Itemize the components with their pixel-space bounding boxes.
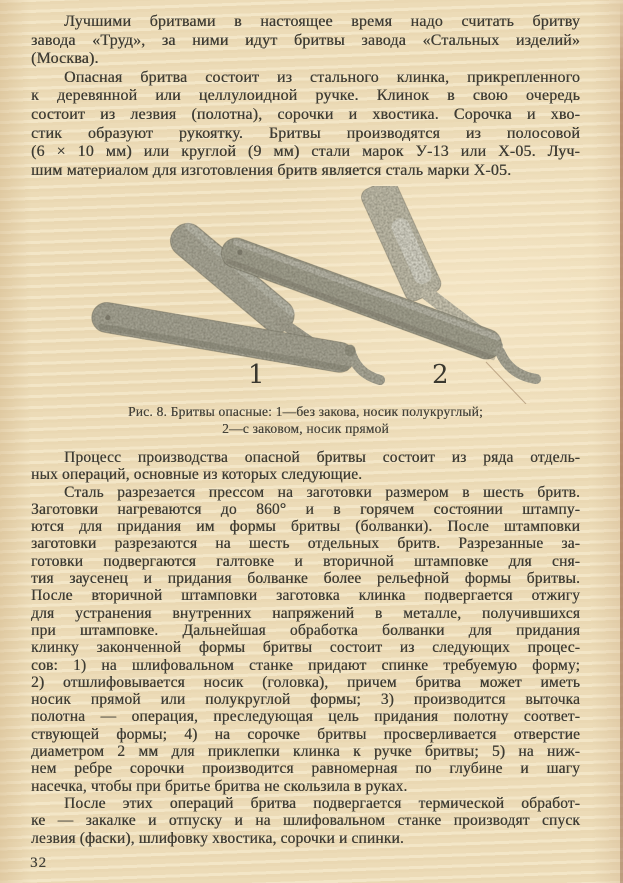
- text-line: полотна — операция, преследующая цель придания полотну соответ-: [31, 708, 580, 726]
- text-line: клинку законченной формы бритвы состоит из следующих процес-: [31, 639, 580, 657]
- text-line: диаметром 2 мм для приклепки клинка к ручке бритвы; 5) на ниж-: [31, 743, 580, 761]
- text-line: (Москва).: [31, 50, 99, 68]
- text-line: ются для придания им формы бритвы (болванки). После штамповки: [31, 518, 580, 536]
- paragraph-razor-construction: [31, 69, 580, 181]
- razor-1-number-label: 1: [248, 360, 265, 390]
- paragraph-manufacturing-steps: [31, 484, 580, 795]
- text-line: Лучшими бритвами в настоящее время надо считать бритву: [64, 13, 580, 30]
- text-line: состоит из лезвия (полотна), сорочки и хвостика. Сорочка и хво-: [31, 105, 580, 123]
- lower-text-block: [31, 449, 580, 847]
- text-line: (6 × 10 мм) или круглой (9 мм) стали марок У-13 или Х-05. Луч-: [31, 143, 580, 161]
- text-line: Опасная бритва состоит из стального клинка, прикрепленного: [64, 68, 580, 86]
- razor-2-number-label: 2: [432, 360, 449, 390]
- paragraph-heat-treatment: [31, 795, 580, 847]
- paragraph-best-razors: [31, 13, 580, 69]
- figure-caption-line-1: Рис. 8. Бритвы опасные: 1—без закова, носик полукруглый;: [128, 404, 483, 419]
- text-line: После вторичной штамповки заготовка клинка подвергается отжигу: [31, 587, 580, 605]
- text-line: к деревянной или целлулоидной ручке. Клинок в свою очередь: [31, 87, 580, 105]
- text-line: нем ребре сорочки производится равномерная по глубине и шагу: [31, 760, 580, 778]
- text-line: Сталь разрезается прессом на заготовки размером в шесть бритв.: [64, 483, 580, 501]
- figure-caption-line-2: 2—с заковом, носик прямой: [222, 421, 389, 436]
- text-line: ствующей формы; 4) на сорочке бритвы просверливается отверстие: [31, 725, 580, 743]
- text-line: носик прямой или полукруглой формы; 3) производится выточка: [31, 691, 580, 709]
- text-line: завода «Труд», за ними идут бритвы завода «Стальных изделий»: [31, 31, 580, 49]
- upper-text-block: [31, 13, 580, 180]
- text-line: После этих операций бритва подвергается термической обработ-: [64, 794, 580, 812]
- figure-caption: [31, 403, 580, 437]
- text-line: лезвия (фаски), шлифовку хвостика, сорочки и спинки.: [31, 829, 404, 847]
- page-number: 32: [30, 855, 47, 871]
- text-line: 2) отшлифовывается носик (головка), причем бритва может иметь: [31, 673, 580, 691]
- text-line: тия заусенец и придания болванке более рельефной формы бритвы.: [31, 570, 580, 588]
- text-line: для устранения внутренних напряжений в металле, получившихся: [31, 604, 580, 622]
- text-line: стик образуют рукоятку. Бритвы производятся из полосовой: [31, 124, 580, 142]
- text-line: Процесс производства опасной бритвы состоит из ряда отдель-: [64, 449, 580, 466]
- text-line: ных операций, основные из которых следующие.: [31, 466, 363, 484]
- text-line: при штамповке. Дальнейшая обработка болванки для придания: [31, 621, 580, 639]
- paragraph-production-process-intro: [31, 449, 580, 484]
- text-line: ке — закалке и отпуску и на шлифовальном станке производят спуск: [31, 812, 580, 830]
- text-line: насечка, чтобы при бритье бритва не скользила в руках.: [31, 777, 408, 795]
- text-line: заготовки разрезаются на шесть отдельных бритв. Разрезанные за-: [31, 535, 580, 553]
- text-line: Заготовки нагреваются до 860° и в горячем состоянии штампу-: [31, 500, 580, 518]
- text-line: сов: 1) на шлифовальном станке придают спинке требуемую форму;: [31, 656, 580, 674]
- text-line: готовки подвергаются галтовке и вторичной штамповке для сня-: [31, 552, 580, 570]
- text-line: шим материалом для изготовления бритв является сталь марки Х-05.: [31, 161, 512, 179]
- razor-photo-illustration: [56, 186, 566, 404]
